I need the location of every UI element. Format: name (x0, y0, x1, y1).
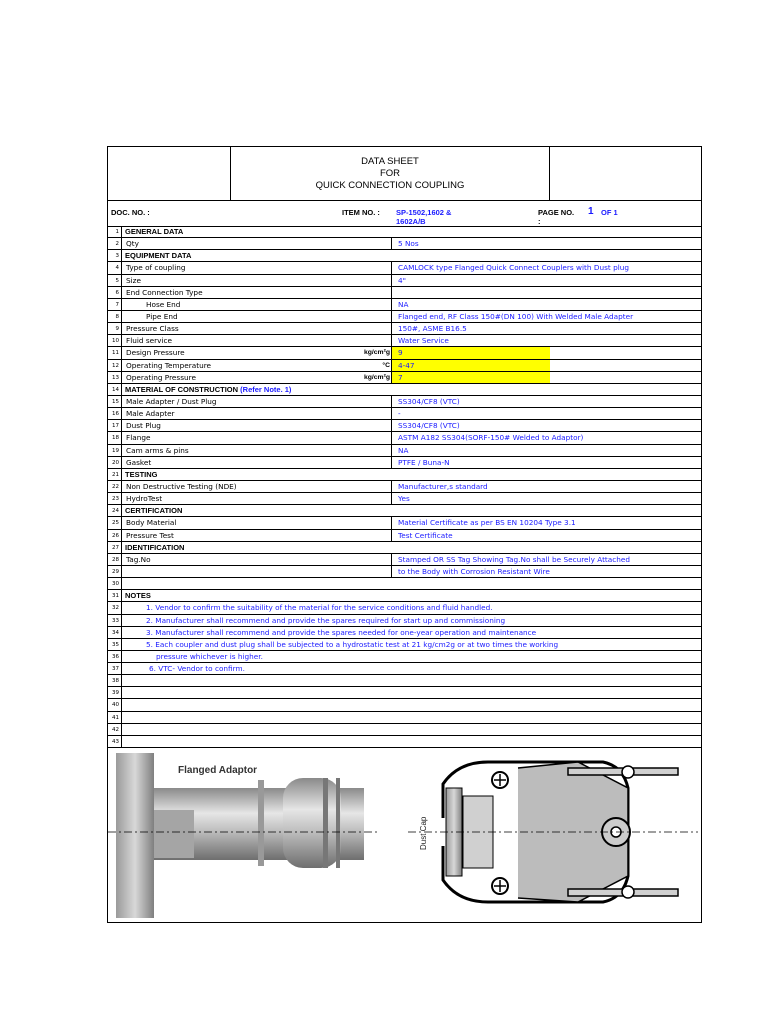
row-number: 38 (108, 675, 122, 686)
row-label (126, 275, 141, 286)
row-number: 41 (108, 712, 122, 723)
row-value: SS304/CF8 (VTC) (391, 396, 701, 407)
row-label-text: HydroTest (126, 494, 163, 504)
row-number: 26 (108, 530, 122, 541)
row-number: 5 (108, 275, 122, 286)
row-number: 4 (108, 262, 122, 273)
row-label-text: Male Adapter / Dust Plug (126, 396, 217, 406)
note-text: 1. Vendor to confirm the suitability of the material for the service conditions and fluid handled. (146, 603, 493, 613)
row-label-text: Qty (126, 239, 139, 249)
row-label (125, 226, 183, 237)
row-value: Stamped OR SS Tag Showing Tag.No shall be Securely Attached (391, 554, 701, 565)
table-row (108, 420, 701, 432)
row-label (126, 432, 150, 443)
row-value: NA (391, 445, 701, 456)
doc-info-row (108, 200, 701, 227)
row-label-text: Body Material (126, 518, 177, 528)
row-label (126, 420, 161, 431)
row-number: 6 (108, 287, 122, 298)
row-label (146, 311, 178, 322)
row-label-text: Size (126, 275, 141, 285)
row-label-text: GENERAL DATA (125, 227, 184, 236)
table-row (108, 505, 701, 517)
page-number: 1 (588, 206, 594, 217)
row-label (126, 517, 176, 528)
row-label (125, 384, 291, 395)
table-row (108, 566, 701, 578)
table-row (108, 432, 701, 444)
refer-note: (Refer Note. 1) (240, 384, 292, 394)
row-number: 23 (108, 493, 122, 504)
title-line-1: DATA SHEET (361, 155, 419, 167)
row-label (125, 505, 182, 516)
table-row (108, 360, 701, 372)
table-row (108, 627, 701, 639)
row-label-text: CERTIFICATION (125, 506, 183, 516)
row-label-text: Gasket (126, 457, 152, 467)
table-row (108, 469, 701, 481)
row-number: 29 (108, 566, 122, 577)
row-unit: °C (382, 361, 390, 369)
row-number: 9 (108, 323, 122, 334)
row-label (126, 347, 185, 358)
table-row (108, 238, 701, 250)
row-unit: kg/cm²g (363, 349, 390, 357)
row-value (391, 287, 701, 298)
table-row (108, 287, 701, 299)
row-label (126, 335, 172, 346)
row-number: 11 (108, 347, 122, 358)
row-number: 27 (108, 542, 122, 553)
note-text: pressure whichever is higher. (156, 651, 263, 661)
table-row (108, 250, 701, 262)
table-row (108, 226, 701, 238)
title-line-2: FOR (379, 167, 401, 179)
row-label-text: Flange (126, 433, 151, 443)
page-no-label: PAGE NO. (538, 208, 575, 217)
row-value: 4" (391, 275, 701, 286)
row-label (126, 262, 185, 273)
row-label (126, 554, 151, 565)
row-label-text: Pipe End (146, 311, 178, 321)
dust-cap-figure (408, 762, 698, 902)
row-number: 34 (108, 627, 122, 638)
row-label-text: MATERIAL OF CONSTRUCTION (125, 384, 239, 394)
row-number: 24 (108, 505, 122, 516)
row-label-text: Tag.No (126, 554, 151, 564)
item-no-value-2: 1602A/B (396, 217, 426, 226)
row-number: 10 (108, 335, 122, 346)
table-row (108, 445, 701, 457)
row-label (126, 481, 237, 492)
table-row (108, 372, 701, 384)
row-label (126, 493, 162, 504)
row-label-text: Non Destructive Testing (NDE) (126, 481, 237, 491)
header-right-cell (550, 147, 701, 200)
page-of: OF 1 (601, 208, 618, 217)
row-value: Water Service (391, 335, 701, 346)
table-row (108, 396, 701, 408)
title-line-3: QUICK CONNECTION COUPLING (315, 179, 465, 191)
row-number: 39 (108, 687, 122, 698)
table-row (108, 457, 701, 469)
dust-cap-caption: Dust Cap (419, 816, 428, 850)
table-row (108, 275, 701, 287)
row-label (126, 360, 211, 371)
table-row (108, 311, 701, 323)
row-label-text: Fluid service (126, 336, 172, 346)
row-number: 28 (108, 554, 122, 565)
row-value: 4-47 (391, 360, 701, 371)
row-value: PTFE / Buna-N (391, 457, 701, 468)
note-text: 3. Manufacturer shall recommend and provide the spares needed for one-year operation and maintenance (146, 627, 537, 637)
row-value: 5 Nos (391, 238, 701, 249)
row-label-text: NOTES (125, 591, 151, 601)
row-label-text: Operating Pressure (126, 372, 196, 382)
table-row (108, 530, 701, 542)
row-number: 42 (108, 724, 122, 735)
row-label-text: Pressure Class (126, 324, 179, 334)
table-row (108, 299, 701, 311)
table-row (108, 615, 701, 627)
row-value: to the Body with Corrosion Resistant Wire (391, 566, 701, 577)
row-number: 13 (108, 372, 122, 383)
table-row (108, 517, 701, 529)
row-number: 1 (108, 226, 122, 237)
row-label-text: Design Pressure (126, 348, 185, 358)
row-label (125, 469, 158, 480)
table-row (108, 712, 701, 724)
table-row (108, 493, 701, 505)
row-label (126, 457, 151, 468)
table-row (108, 699, 701, 711)
row-number: 32 (108, 602, 122, 613)
row-label-text: Male Adapter (126, 409, 175, 419)
row-label (126, 408, 175, 419)
table-row (108, 663, 701, 675)
row-unit: kg/cm²g (363, 373, 390, 381)
row-label-text: Pressure Test (126, 530, 174, 540)
row-label (125, 542, 184, 553)
row-number: 35 (108, 639, 122, 650)
row-number: 22 (108, 481, 122, 492)
row-number: 7 (108, 299, 122, 310)
table-row (108, 602, 701, 614)
row-number: 31 (108, 590, 122, 601)
table-row (108, 335, 701, 347)
item-no-value-1: SP-1502,1602 & (396, 208, 452, 217)
table-row (108, 651, 701, 663)
row-label-text: TESTING (125, 469, 158, 479)
table-row (108, 262, 701, 274)
table-row (108, 554, 701, 566)
row-value: 9 (391, 347, 701, 358)
row-value: Flanged end, RF Class 150#(DN 100) With Welded Male Adapter (391, 311, 701, 322)
table-row (108, 724, 701, 736)
table-row (108, 675, 701, 687)
row-number: 20 (108, 457, 122, 468)
row-label-text: Hose End (146, 299, 181, 309)
table-row (108, 578, 701, 590)
row-value: - (391, 408, 701, 419)
row-value: 7 (391, 372, 701, 383)
table-row (108, 687, 701, 699)
row-label (146, 299, 180, 310)
table-row (108, 590, 701, 602)
row-value: 150#, ASME B16.5 (391, 323, 701, 334)
sheet-header (108, 147, 701, 201)
header-title-cell (231, 147, 550, 200)
row-value: SS304/CF8 (VTC) (391, 420, 701, 431)
row-number: 12 (108, 360, 122, 371)
row-value: Material Certificate as per BS EN 10204 Type 3.1 (391, 517, 701, 528)
row-label-text: EQUIPMENT DATA (125, 251, 192, 261)
row-number: 21 (108, 469, 122, 480)
row-value: CAMLOCK type Flanged Quick Connect Couplers with Dust plug (391, 262, 701, 273)
row-label (126, 323, 179, 334)
row-value: ASTM A182 SS304(SORF-150# Welded to Adaptor) (391, 432, 701, 443)
note-text: 5. Each coupler and dust plug shall be subjected to a hydrostatic test at 21 kg/cm2g or at two times the working (146, 639, 559, 649)
data-sheet (107, 146, 702, 923)
row-number: 33 (108, 615, 122, 626)
coupling-drawing (108, 747, 701, 923)
flanged-adaptor-figure (108, 753, 378, 918)
table-row (108, 384, 701, 396)
row-number: 16 (108, 408, 122, 419)
row-label (126, 287, 203, 298)
table-row (108, 481, 701, 493)
row-number: 36 (108, 651, 122, 662)
row-number: 37 (108, 663, 122, 674)
row-label (126, 445, 189, 456)
note-text: 2. Manufacturer shall recommend and provide the spares required for start up and commissioning (146, 615, 506, 625)
row-number: 8 (108, 311, 122, 322)
note-text: 6. VTC- Vendor to confirm. (149, 664, 245, 674)
table-row (108, 542, 701, 554)
table-row (108, 639, 701, 651)
row-value: NA (391, 299, 701, 310)
row-label (126, 530, 174, 541)
row-value: Test Certificate (391, 530, 701, 541)
row-label (126, 372, 196, 383)
row-number: 40 (108, 699, 122, 710)
row-label (126, 238, 139, 249)
item-no-label: ITEM NO. : (342, 208, 380, 217)
row-label-text: IDENTIFICATION (125, 542, 185, 552)
table-row (108, 347, 701, 359)
row-number: 18 (108, 432, 122, 443)
data-rows (108, 226, 701, 748)
row-number: 25 (108, 517, 122, 528)
row-number: 19 (108, 445, 122, 456)
row-number: 2 (108, 238, 122, 249)
table-row (108, 323, 701, 335)
row-label-text: Dust Plug (126, 421, 161, 431)
flanged-adaptor-caption: Flanged Adaptor (178, 765, 258, 776)
row-number: 3 (108, 250, 122, 261)
row-number: 17 (108, 420, 122, 431)
row-number: 14 (108, 384, 122, 395)
row-number: 30 (108, 578, 122, 589)
row-label (125, 590, 151, 601)
row-label-text: Operating Temperature (126, 360, 212, 370)
table-row (108, 408, 701, 420)
row-label-text: End Connection Type (126, 287, 203, 297)
header-logo-cell (108, 147, 231, 200)
row-label-text: Type of coupling (126, 263, 186, 273)
row-label-text: Cam arms & pins (126, 445, 189, 455)
row-number: 15 (108, 396, 122, 407)
row-label (126, 396, 217, 407)
row-label (125, 250, 191, 261)
doc-no-label: DOC. NO. : (111, 208, 150, 217)
coupling-drawing-svg (108, 748, 701, 923)
page-colon: : (538, 217, 541, 226)
row-value: Manufacturer,s standard (391, 481, 701, 492)
row-value: Yes (391, 493, 701, 504)
row-number: 43 (108, 736, 122, 747)
